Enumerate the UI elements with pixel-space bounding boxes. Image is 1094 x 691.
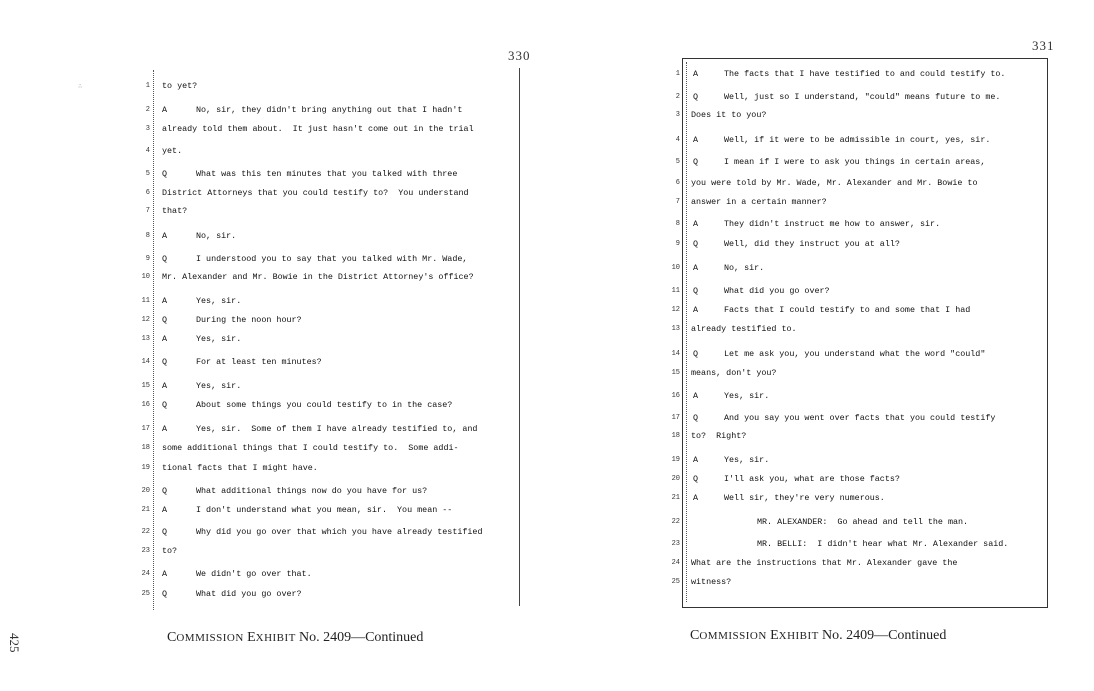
- line-number: 4: [675, 136, 680, 144]
- line-number: 16: [141, 401, 150, 409]
- line-number: 3: [145, 125, 150, 133]
- transcript-line: I understood you to say that you talked with Mr. Wade,: [196, 254, 468, 264]
- line-number: 23: [141, 547, 150, 555]
- transcript-line: What did you go over?: [196, 589, 302, 599]
- speaker-label: A: [693, 391, 699, 401]
- left-page-number: 330: [508, 48, 531, 63]
- speaker-label: A: [693, 135, 699, 145]
- transcript-line: Why did you go over that which you have already testified: [196, 527, 483, 537]
- speaker-label: A: [693, 305, 699, 315]
- line-number: 1: [145, 82, 150, 90]
- line-number: 11: [671, 287, 680, 295]
- line-number: 17: [141, 425, 150, 433]
- speaker-label: Q: [162, 254, 168, 264]
- speaker-label: A: [162, 231, 168, 241]
- transcript-line: What was this ten minutes that you talked with three: [196, 169, 458, 179]
- transcript-line: What are the instructions that Mr. Alexander gave the: [691, 558, 958, 568]
- line-number: 3: [675, 111, 680, 119]
- speaker-label: Q: [162, 400, 168, 410]
- left-caption: COMMISSION EXHIBIT No. 2409—Continued: [167, 630, 424, 645]
- transcript-line: Let me ask you, you understand what the word "could": [724, 349, 986, 359]
- transcript-line: Yes, sir.: [196, 296, 242, 306]
- speaker-label: Q: [693, 413, 699, 423]
- transcript-line: We didn't go over that.: [196, 569, 312, 579]
- line-number: 19: [141, 464, 150, 472]
- line-number: 19: [671, 456, 680, 464]
- transcript-line: to? Right?: [691, 431, 747, 441]
- line-number: 20: [141, 487, 150, 495]
- speaker-label: A: [693, 455, 699, 465]
- transcript-line: Yes, sir.: [724, 391, 770, 401]
- transcript-line: Yes, sir.: [196, 334, 242, 344]
- line-number: 21: [141, 506, 150, 514]
- line-number: 14: [671, 350, 680, 358]
- speaker-label: A: [162, 424, 168, 434]
- line-number: 5: [145, 170, 150, 178]
- line-number: 23: [671, 540, 680, 548]
- right-page-margin-rule: [686, 62, 687, 602]
- line-number: 22: [141, 528, 150, 536]
- line-number: 25: [141, 590, 150, 598]
- speaker-label: Q: [162, 315, 168, 325]
- line-number: 10: [671, 264, 680, 272]
- line-number: 6: [675, 179, 680, 187]
- transcript-line: means, don't you?: [691, 368, 777, 378]
- speaker-label: A: [162, 381, 168, 391]
- line-number: 10: [141, 273, 150, 281]
- transcript-line: I mean if I were to ask you things in certain areas,: [724, 157, 986, 167]
- speaker-label: Q: [693, 474, 699, 484]
- transcript-line: They didn't instruct me how to answer, sir.: [724, 219, 941, 229]
- right-caption: COMMISSION EXHIBIT No. 2409—Continued: [690, 628, 947, 643]
- line-number: 21: [671, 494, 680, 502]
- line-number: 9: [675, 240, 680, 248]
- transcript-line: What additional things now do you have for us?: [196, 486, 428, 496]
- speaker-label: Q: [693, 349, 699, 359]
- line-number: 15: [141, 382, 150, 390]
- line-number: 4: [145, 147, 150, 155]
- transcript-line: MR. ALEXANDER: Go ahead and tell the man.: [757, 517, 969, 527]
- transcript-line: witness?: [691, 577, 732, 587]
- speaker-label: Q: [693, 239, 699, 249]
- transcript-line: District Attorneys that you could testify to? You understand: [162, 188, 469, 198]
- transcript-line: to?: [162, 546, 178, 556]
- speaker-label: A: [162, 296, 168, 306]
- line-number: 1: [675, 70, 680, 78]
- transcript-line: Yes, sir.: [724, 455, 770, 465]
- speaker-label: Q: [162, 169, 168, 179]
- left-page-margin-rule: [153, 70, 154, 610]
- scan-speck: ∴: [78, 82, 83, 90]
- line-number: 24: [141, 570, 150, 578]
- line-number: 6: [145, 189, 150, 197]
- line-number: 17: [671, 414, 680, 422]
- transcript-line: For at least ten minutes?: [196, 357, 322, 367]
- line-number: 12: [141, 316, 150, 324]
- transcript-line: What did you go over?: [724, 286, 830, 296]
- transcript-line: to yet?: [162, 81, 198, 91]
- transcript-line: I don't understand what you mean, sir. You mean --: [196, 505, 453, 515]
- transcript-line: Well, if it were to be admissible in court, yes, sir.: [724, 135, 991, 145]
- transcript-line: already testified to.: [691, 324, 797, 334]
- speaker-label: Q: [693, 286, 699, 296]
- line-number: 24: [671, 559, 680, 567]
- line-number: 22: [671, 518, 680, 526]
- side-page-number: 425: [7, 633, 22, 653]
- line-number: 8: [675, 220, 680, 228]
- transcript-line: About some things you could testify to in the case?: [196, 400, 453, 410]
- transcript-line: yet.: [162, 146, 183, 156]
- speaker-label: A: [693, 219, 699, 229]
- transcript-line: you were told by Mr. Wade, Mr. Alexander and Mr. Bowie to: [691, 178, 978, 188]
- transcript-line: Does it to you?: [691, 110, 767, 120]
- line-number: 13: [141, 335, 150, 343]
- speaker-label: Q: [162, 357, 168, 367]
- line-number: 18: [671, 432, 680, 440]
- line-number: 16: [671, 392, 680, 400]
- speaker-label: Q: [693, 157, 699, 167]
- line-number: 8: [145, 232, 150, 240]
- speaker-label: A: [162, 334, 168, 344]
- transcript-line: And you say you went over facts that you could testify: [724, 413, 996, 423]
- transcript-line: some additional things that I could testify to. Some addi-: [162, 443, 459, 453]
- line-number: 11: [141, 297, 150, 305]
- line-number: 7: [145, 207, 150, 215]
- speaker-label: A: [162, 569, 168, 579]
- transcript-line: that?: [162, 206, 188, 216]
- speaker-label: A: [162, 105, 168, 115]
- transcript-line: Well, just so I understand, "could" means future to me.: [724, 92, 1001, 102]
- line-number: 18: [141, 444, 150, 452]
- transcript-line: No, sir.: [724, 263, 765, 273]
- right-page-number: 331: [1032, 38, 1055, 53]
- line-number: 2: [675, 93, 680, 101]
- speaker-label: A: [693, 493, 699, 503]
- transcript-line: MR. BELLI: I didn't hear what Mr. Alexander said.: [757, 539, 1009, 549]
- speaker-label: Q: [162, 486, 168, 496]
- transcript-line: Yes, sir.: [196, 381, 242, 391]
- speaker-label: A: [162, 505, 168, 515]
- transcript-line: Yes, sir. Some of them I have already testified to, and: [196, 424, 478, 434]
- line-number: 2: [145, 106, 150, 114]
- line-number: 13: [671, 325, 680, 333]
- line-number: 9: [145, 255, 150, 263]
- transcript-line: No, sir.: [196, 231, 237, 241]
- speaker-label: Q: [162, 589, 168, 599]
- transcript-line: Mr. Alexander and Mr. Bowie in the District Attorney's office?: [162, 272, 474, 282]
- line-number: 15: [671, 369, 680, 377]
- speaker-label: Q: [162, 527, 168, 537]
- line-number: 14: [141, 358, 150, 366]
- transcript-line: already told them about. It just hasn't come out in the trial: [162, 124, 474, 134]
- transcript-line: I'll ask you, what are those facts?: [724, 474, 900, 484]
- line-number: 12: [671, 306, 680, 314]
- transcript-line: Facts that I could testify to and some that I had: [724, 305, 971, 315]
- speaker-label: A: [693, 69, 699, 79]
- transcript-line: Well sir, they're very numerous.: [724, 493, 885, 503]
- line-number: 20: [671, 475, 680, 483]
- transcript-line: The facts that I have testified to and could testify to.: [724, 69, 1006, 79]
- speaker-label: A: [693, 263, 699, 273]
- transcript-line: No, sir, they didn't bring anything out that I hadn't: [196, 105, 463, 115]
- line-number: 7: [675, 198, 680, 206]
- transcript-line: answer in a certain manner?: [691, 197, 827, 207]
- left-page-right-rule: [519, 68, 520, 606]
- transcript-line: During the noon hour?: [196, 315, 302, 325]
- speaker-label: Q: [693, 92, 699, 102]
- transcript-line: Well, did they instruct you at all?: [724, 239, 900, 249]
- transcript-line: tional facts that I might have.: [162, 463, 318, 473]
- line-number: 5: [675, 158, 680, 166]
- line-number: 25: [671, 578, 680, 586]
